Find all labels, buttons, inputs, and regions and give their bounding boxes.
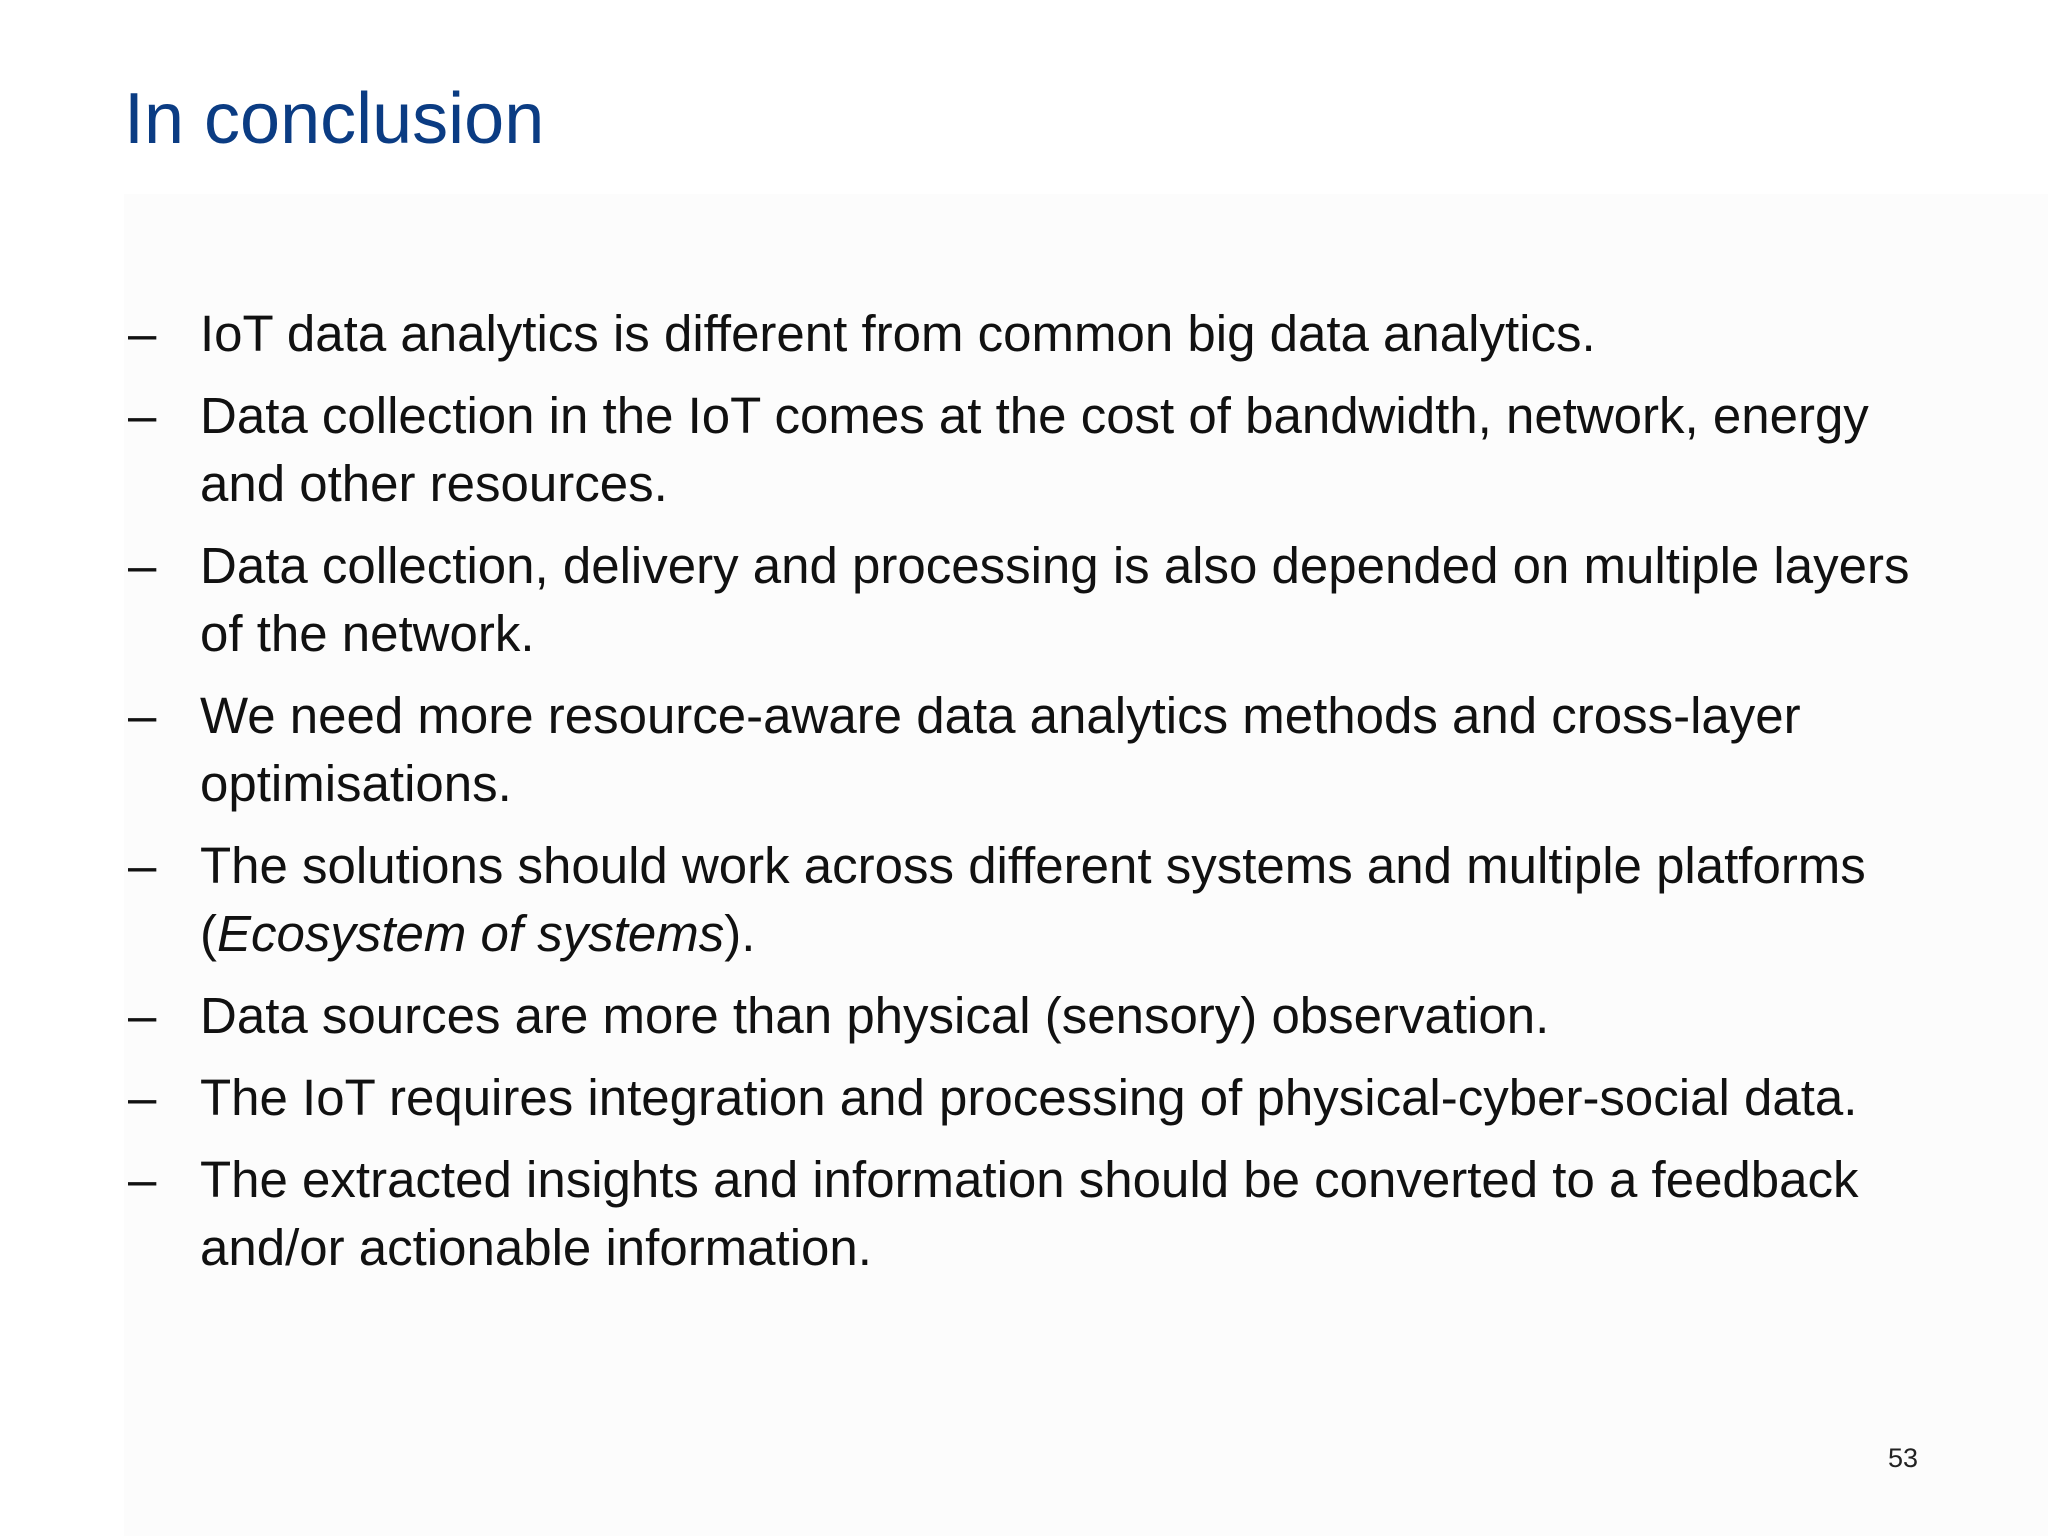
bullet-item [128,682,1928,818]
bullet-list [128,300,1928,1296]
bullet-text: The extracted insights and information should be converted to a feedback and/or actionable information. [200,1151,1859,1276]
bullet-text: IoT data analytics is different from common big data analytics. [200,305,1596,362]
bullet-text: The IoT requires integration and processing of physical-cyber-social data. [200,1069,1858,1126]
bullet-item [128,982,1928,1050]
dash-bullet-icon: – [128,987,157,1044]
bullet-text: Data collection, delivery and processing is also depended on multiple layers of the network. [200,537,1910,662]
bullet-item [128,532,1928,668]
slide-title: In conclusion [124,79,545,159]
bullet-text: Data sources are more than physical (sensory) observation. [200,987,1550,1044]
bullet-text [200,837,1866,962]
dash-bullet-icon: – [128,1151,157,1208]
bullet-item [128,1064,1928,1132]
dash-bullet-icon: – [128,1069,157,1126]
dash-bullet-icon: – [128,387,157,444]
bullet-item [128,1146,1928,1282]
bullet-text: We need more resource-aware data analytics methods and cross-layer optimisations. [200,687,1801,812]
bullet-item [128,832,1928,968]
dash-bullet-icon: – [128,305,157,362]
bullet-text-after: ). [724,905,756,962]
slide-number: 53 [1888,1443,1919,1473]
dash-bullet-icon: – [128,837,157,894]
bullet-text: Data collection in the IoT comes at the cost of bandwidth, network, energy and other resources. [200,387,1869,512]
dash-bullet-icon: – [128,687,157,744]
bullet-item [128,382,1928,518]
bullet-item [128,300,1928,368]
bullet-text-italic: Ecosystem of systems [216,905,725,962]
bullet-text-before: The solutions should work across different systems and multiple platforms ( [200,837,1866,962]
dash-bullet-icon: – [128,537,157,594]
